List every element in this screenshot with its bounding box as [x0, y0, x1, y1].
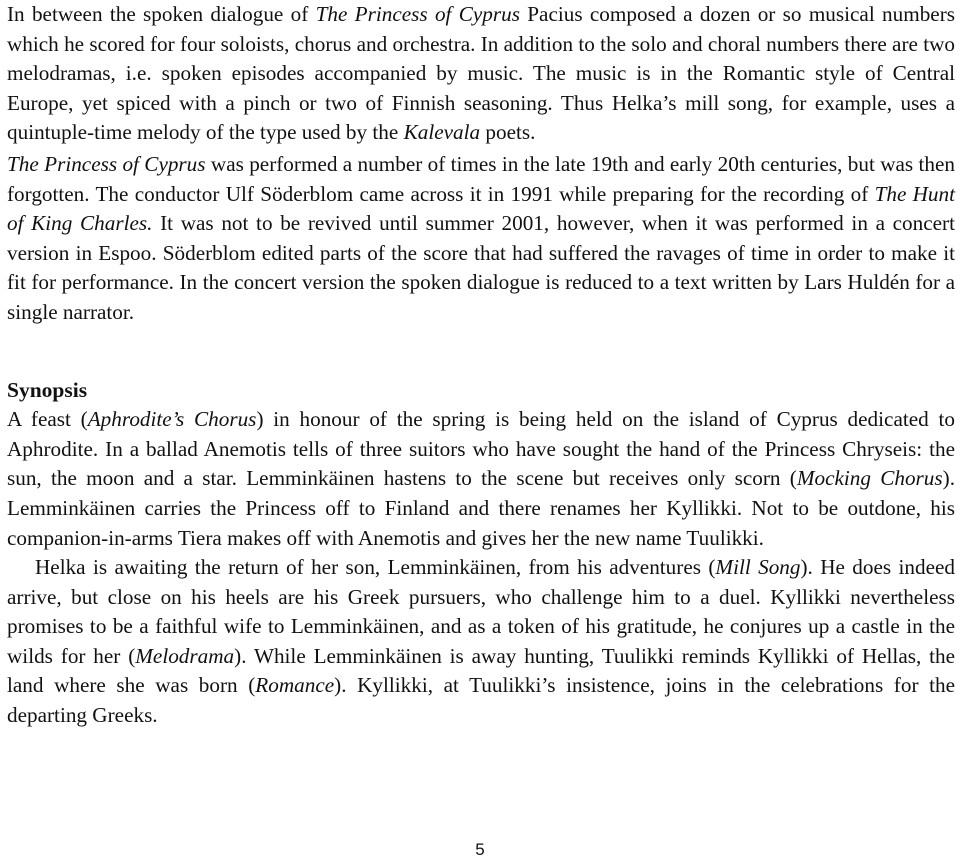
synopsis-heading: Synopsis [7, 377, 88, 402]
text-run: A feast ( [7, 407, 88, 432]
text-run: Pacius composed a dozen or so musical numbers which he scored for four soloists, chorus and orchestra. In addition to the solo and choral numbers there are two melodramas, i.e. spoken episodes accompanied by music. The music is in the Romantic style of Central Europe, yet spiced with a pinch or two of Finnish seasoning. Thus Helka’s mill song, for example, uses a quintuple-time melody of the type used by the [7, 2, 955, 145]
title-italic: The Hunt of King Charles. [7, 181, 956, 236]
paragraph-performance-history [7, 150, 955, 328]
text-run: ). He does indeed arrive, but close on his heels are his Greek pursuers, who challenge him to a duel. Kyllikki nevertheless promises to be a faithful wife to Lemminkäinen, and as a token of his gratitude, he conjures up a castle in the wilds for her ( [7, 555, 955, 668]
text-run: poets. [480, 120, 536, 145]
text-run: It was not to be revived until summer 2001, however, when it was performed in a concert version in Espoo. Söderblom edited parts of the score that had suffered the ravages of time in order to make it fit for performance. In the concert version the spoken dialogue is reduced to a text written by Lars Huldén for a single narrator. [7, 211, 955, 324]
paragraph-synopsis-act1 [7, 405, 955, 553]
title-italic: Mill Song [715, 555, 801, 580]
text-run: ). Kyllikki, at Tuulikki’s insistence, joins in the celebrations for the departing Greeks. [7, 673, 955, 728]
title-italic: Melodrama [135, 643, 235, 668]
title-italic: The Princess of Cyprus [315, 2, 520, 26]
document-page [7, 0, 955, 731]
text-run: ). While Lemminkäinen is away hunting, Tuulikki reminds Kyllikki of Hellas, the land where she was born ( [7, 643, 955, 698]
text-run: ) in honour of the spring is being held on the island of Cyprus dedicated to Aphrodite. In a ballad Anemotis tells of three suitors who have sought the hand of the Princess Chryseis: the sun, the moon and a star. Lemminkäinen hastens to the scene but receives only scorn ( [7, 407, 955, 491]
title-italic: Romance [255, 673, 335, 698]
title-italic: Aphrodite’s Chorus [87, 407, 257, 432]
paragraph-synopsis-act2 [7, 553, 955, 731]
page-number: 5 [475, 840, 485, 859]
text-run: was performed a number of times in the late 19th and early 20th centuries, but was then forgotten. The conductor Ulf Söderblom came across it in 1991 while preparing for the recording of [7, 151, 955, 206]
text-run: Helka is awaiting the return of her son, Lemminkäinen, from his adventures ( [35, 555, 716, 580]
title-italic: Mocking Chorus [796, 466, 943, 491]
text-run: In between the spoken dialogue of [7, 2, 316, 26]
title-italic: The Princess of Cyprus [7, 151, 206, 176]
paragraph-musical-numbers [7, 0, 955, 148]
text-run: ). Lemminkäinen carries the Princess off to Finland and there renames her Kyllikki. Not to be outdone, his companion-in-arms Tiera makes off with Anemotis and gives her the new name Tuulikki. [7, 466, 956, 550]
title-italic: Kalevala [403, 120, 481, 145]
